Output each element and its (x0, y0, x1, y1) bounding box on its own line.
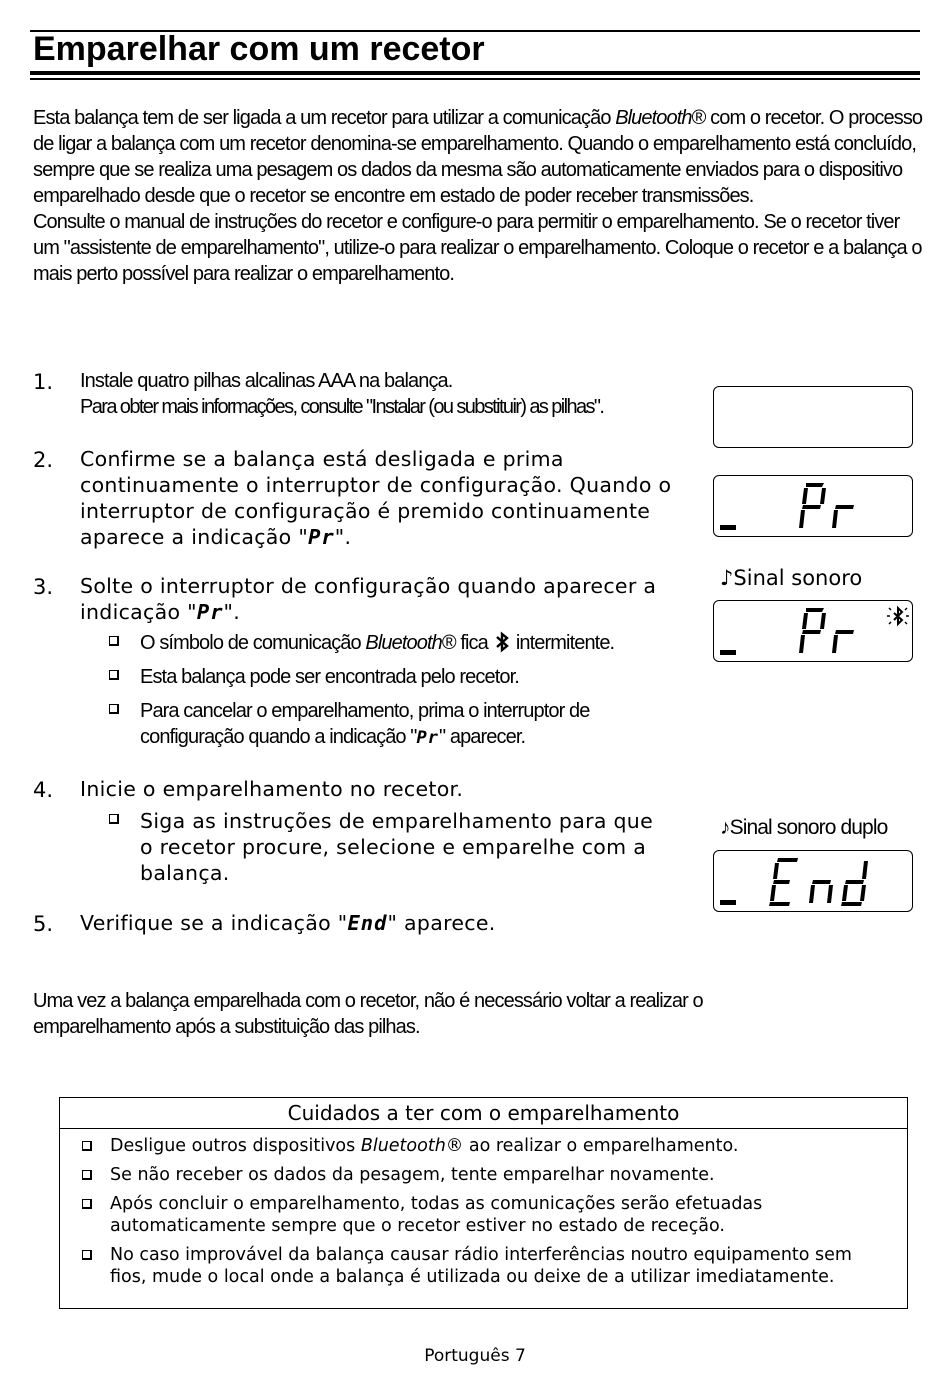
step-number: 4. (33, 778, 54, 802)
caution-item (60, 1244, 907, 1288)
lcd-pr-segments (714, 476, 914, 536)
sub-item (33, 630, 683, 656)
sub-item-text: Esta balança pode ser encontrada pelo recetor. (140, 666, 519, 688)
sub-item-text: Para cancelar o emparelhamento, prima o interruptor de configuração quando a indicação " (140, 700, 590, 748)
caution-item (60, 1164, 907, 1186)
page-footer: Português 7 (424, 1346, 526, 1366)
after-pairing-note: Uma vez a balança emparelhada com o recetor, não é necessário voltar a realizar o emparelhamento após a substituição das pilhas. (33, 990, 703, 1038)
caution-item-text: Se não receber os dados da pesagem, tente emparelhar novamente. (110, 1165, 715, 1185)
caution-box (59, 1097, 908, 1309)
caution-item (60, 1135, 907, 1157)
battery-indicator-icon (720, 650, 736, 655)
sub-item-text: O símbolo de comunicação (140, 632, 366, 654)
bluetooth-icon (494, 631, 512, 653)
checkbox-bullet-icon (82, 1170, 92, 1180)
page-title: Emparelhar com um recetor (33, 30, 485, 68)
step-text (80, 446, 700, 550)
caution-item-text: Após concluir o emparelhamento, todas as comunicações serão efetuadas automaticamente sempre que o recetor estiver no estado de receção. (110, 1194, 763, 1236)
bluetooth-blinking-icon (887, 608, 909, 624)
step-1-line-2: Para obter mais informações, consulte "Instalar (ou substituir) as pilhas". (80, 396, 604, 418)
step-3-text: Solte o interruptor de configuração quando aparecer a indicação " (80, 574, 657, 624)
step-3-main (80, 573, 700, 625)
step-text (80, 573, 700, 625)
display-code-pr: Pr (416, 728, 439, 748)
sub-item (33, 664, 683, 690)
step-4-subitem (33, 808, 683, 894)
intro-p1-end: ® com o recetor. O processo de ligar a balança com um recetor denomina-se emparelhamento. Quando o emparelhamento está concluído, sempre que se realiza uma pesagem os dados da mesma são automaticamente enviados para o dispositivo emparelhado desde que o recetor se encontre em estado de poder receber transmissões. (33, 107, 923, 207)
step-text (80, 368, 700, 420)
intro-paragraph-1 (33, 105, 923, 209)
step-1-line-1: Instale quatro pilhas alcalinas AAA na balança. (80, 370, 453, 392)
lcd-display-pr (713, 475, 913, 537)
caution-item-text: ® ao realizar o emparelhamento. (445, 1136, 739, 1156)
step-number: 3. (33, 575, 54, 599)
seg-r (832, 505, 854, 528)
bluetooth-term: Bluetooth (615, 107, 692, 129)
bluetooth-term: Bluetooth (365, 632, 442, 654)
checkbox-bullet-icon (109, 670, 119, 680)
seg-r (832, 630, 854, 653)
beep-single-label: ♪Sinal sonoro (720, 566, 863, 590)
intro-p1-start: Esta balança tem de ser ligada a um recetor para utilizar a comunicação (33, 107, 616, 129)
caution-item-text: Desligue outros dispositivos (110, 1136, 361, 1156)
caution-list (60, 1129, 907, 1288)
sub-item-text: ® fica (441, 632, 488, 654)
display-code-pr: Pr (308, 525, 335, 549)
checkbox-bullet-icon (109, 636, 119, 646)
display-code-end: End (347, 911, 388, 935)
step-2-text: Confirme se a balança está desligada e prima continuamente o interruptor de configuração. Quando o interruptor de configuração é premido continuamente aparece a indicação " (80, 447, 672, 549)
step-2-text-end: ". (334, 525, 352, 549)
seg-E (769, 858, 798, 906)
beep-double-label: ♪Sinal sonoro duplo (720, 816, 888, 839)
sub-item (33, 698, 680, 751)
checkbox-bullet-icon (82, 1250, 92, 1260)
step-text (80, 910, 700, 936)
step-5-text-end: " aparece. (387, 911, 496, 935)
step-number: 2. (33, 448, 54, 472)
intro-paragraph-2: Consulte o manual de instruções do recetor e configure-o para permitir o emparelhamento. Se o recetor tiver um "assistente de emparelhamento", utilize-o para realizar o emparelhamento. Coloque o recetor e a balança o mais perto possível para realizar o emparelhamento. (33, 211, 922, 285)
caution-title: Cuidados a ter com o emparelhamento (60, 1098, 907, 1129)
bluetooth-term: Bluetooth (360, 1136, 446, 1156)
sub-item-text: Siga as instruções de emparelhamento para que o recetor procure, selecione e emparelhe com a balança. (140, 809, 654, 885)
lcd-display-pr-bluetooth (713, 600, 913, 662)
intro-text (33, 105, 923, 287)
title-thin-rule (30, 78, 920, 80)
seg-n (809, 880, 833, 903)
sub-item-text: " aparecer. (439, 726, 526, 748)
step-text: Inicie o emparelhamento no recetor. (80, 777, 464, 801)
battery-indicator-icon (720, 900, 736, 905)
checkbox-bullet-icon (109, 814, 119, 824)
seg-P (799, 608, 826, 653)
lcd-display-end (713, 850, 913, 912)
battery-indicator-icon (720, 525, 736, 530)
step-number: 1. (33, 370, 54, 394)
checkbox-bullet-icon (82, 1141, 92, 1151)
caution-item (60, 1193, 907, 1237)
checkbox-bullet-icon (82, 1199, 92, 1209)
step-3-text-end: ". (223, 600, 241, 624)
lcd-pr-bt-segments (714, 601, 914, 661)
step-5-text: Verifique se a indicação " (80, 911, 348, 935)
step-3-subitems (33, 630, 683, 759)
step-number: 5. (33, 912, 54, 936)
sub-item (33, 808, 660, 886)
sub-item-text: intermitente. (515, 632, 615, 654)
caution-item-text: No caso improvável da balança causar rádio interferências noutro equipamento sem fios, mude o local onde a balança é utilizada ou deixe de a utilizar imediatamente. (110, 1245, 852, 1287)
seg-d (841, 861, 868, 906)
seg-P (799, 483, 826, 528)
title-thick-rule (30, 71, 920, 75)
lcd-display-blank (713, 386, 913, 448)
display-code-pr: Pr (196, 600, 224, 624)
lcd-end-segments (714, 851, 914, 911)
checkbox-bullet-icon (109, 704, 119, 714)
